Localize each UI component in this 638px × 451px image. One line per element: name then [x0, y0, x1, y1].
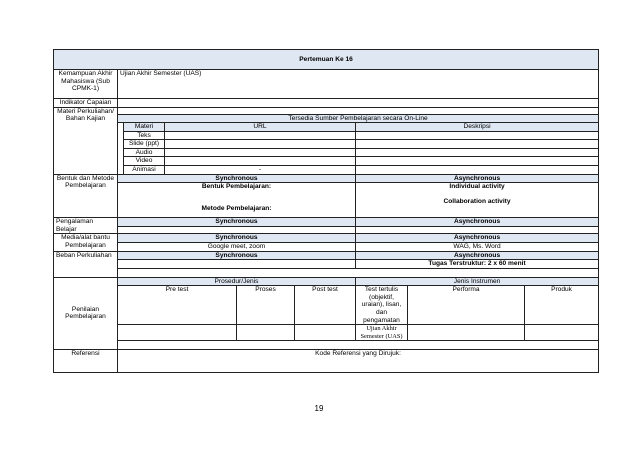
materi-row-teks: Teks — [124, 131, 165, 140]
performa-header: Performa — [408, 286, 525, 325]
pengalaman-async-body — [356, 227, 599, 234]
test-tertulis-header: Test tertulis (objektif, uraian), lisan, dan pengamatan — [356, 286, 408, 325]
bentuk-sync-body — [118, 183, 356, 218]
instrumen-header: Jenis Instrumen — [356, 277, 599, 286]
col-materi: Materi — [124, 123, 165, 132]
materi-row-audio: Audio — [124, 148, 165, 157]
posttest-header: Post test — [295, 286, 356, 325]
page-number: 19 — [314, 404, 324, 413]
col-url: URL — [165, 123, 356, 132]
bentuk-async: Asynchronous — [356, 174, 599, 183]
posttest-cell — [295, 325, 356, 341]
col-deskripsi: Deskripsi — [356, 123, 599, 132]
deskripsi-cell — [356, 157, 599, 166]
materi-row-video: Video — [124, 157, 165, 166]
beban-async: Asynchronous — [356, 251, 599, 260]
bentuk-pembelajaran-label: Bentuk Pembelajaran: — [201, 183, 272, 191]
referensi-value: Kode Referensi yang Dirujuk: — [118, 349, 599, 372]
materi-spacer — [118, 107, 599, 114]
proses-cell — [237, 325, 295, 341]
materi-row-animasi: Animasi — [124, 166, 165, 175]
beban-sync: Synchronous — [118, 251, 356, 260]
collaboration-activity: Collaboration activity — [443, 197, 511, 205]
deskripsi-cell — [356, 148, 599, 157]
media-sync-value: Google meet, zoom — [118, 242, 356, 251]
beban-label: Beban Perkuliahan — [54, 251, 118, 277]
produk-cell — [525, 325, 599, 341]
produk-header: Produk — [525, 286, 599, 325]
media-label: Media/alat bantu Pembelajaran — [54, 234, 118, 251]
penilaian-label: Penilaian Pembelajaran — [54, 277, 118, 349]
deskripsi-cell — [356, 166, 599, 175]
beban-spacer — [118, 268, 599, 277]
materi-label: Materi Perkuliahan/ Bahan Kajian — [54, 107, 118, 174]
bentuk-label: Bentuk dan Metode Pembelajaran — [54, 174, 118, 218]
prosedur-header: Prosedur/Jenis — [118, 277, 356, 286]
materi-row-slide: Slide (ppt) — [124, 140, 165, 149]
url-cell — [165, 140, 356, 149]
animasi-url: - — [165, 166, 356, 175]
tugas-terstruktur: Tugas Terstruktur: 2 x 60 menit — [356, 260, 599, 269]
bentuk-sync: Synchronous — [118, 174, 356, 183]
online-banner: Tersedia Sumber Pembelajaran secara On-Line — [118, 114, 599, 123]
beban-sync-body — [118, 260, 356, 269]
pengalaman-sync-body — [118, 227, 356, 234]
bentuk-async-body — [356, 183, 599, 218]
media-sync: Synchronous — [118, 234, 356, 243]
cpmk-value: Ujian Akhir Semester (UAS) — [118, 70, 599, 99]
performa-cell — [408, 325, 525, 341]
cpmk-label: Kemampuan Akhir Mahasiswa (Sub CPMK-1) — [54, 70, 118, 99]
deskripsi-cell — [356, 140, 599, 149]
penilaian-spacer — [118, 340, 599, 349]
indikator-value — [118, 99, 599, 108]
meeting-title: Pertemuan Ke 16 — [54, 50, 599, 70]
individual-activity: Individual activity — [449, 183, 505, 191]
deskripsi-cell — [356, 131, 599, 140]
url-cell — [165, 157, 356, 166]
pengalaman-async: Asynchronous — [356, 218, 599, 227]
pengalaman-label: Pengalaman Belajar — [54, 218, 118, 234]
referensi-label: Referensi — [54, 349, 118, 372]
rps-table — [53, 49, 599, 373]
media-async: Asynchronous — [356, 234, 599, 243]
media-async-value: WAG, Ms. Word — [356, 242, 599, 251]
pengalaman-sync: Synchronous — [118, 218, 356, 227]
proses-header: Proses — [237, 286, 295, 325]
uas-cell: Ujian Akhir Semester (UAS) — [356, 325, 408, 341]
url-cell — [165, 131, 356, 140]
pretest-cell — [118, 325, 237, 341]
indikator-label: Indikator Capaian — [54, 99, 118, 108]
pretest-header: Pre test — [118, 286, 237, 325]
url-cell — [165, 148, 356, 157]
metode-pembelajaran-label: Metode Pembelajaran: — [201, 204, 272, 212]
